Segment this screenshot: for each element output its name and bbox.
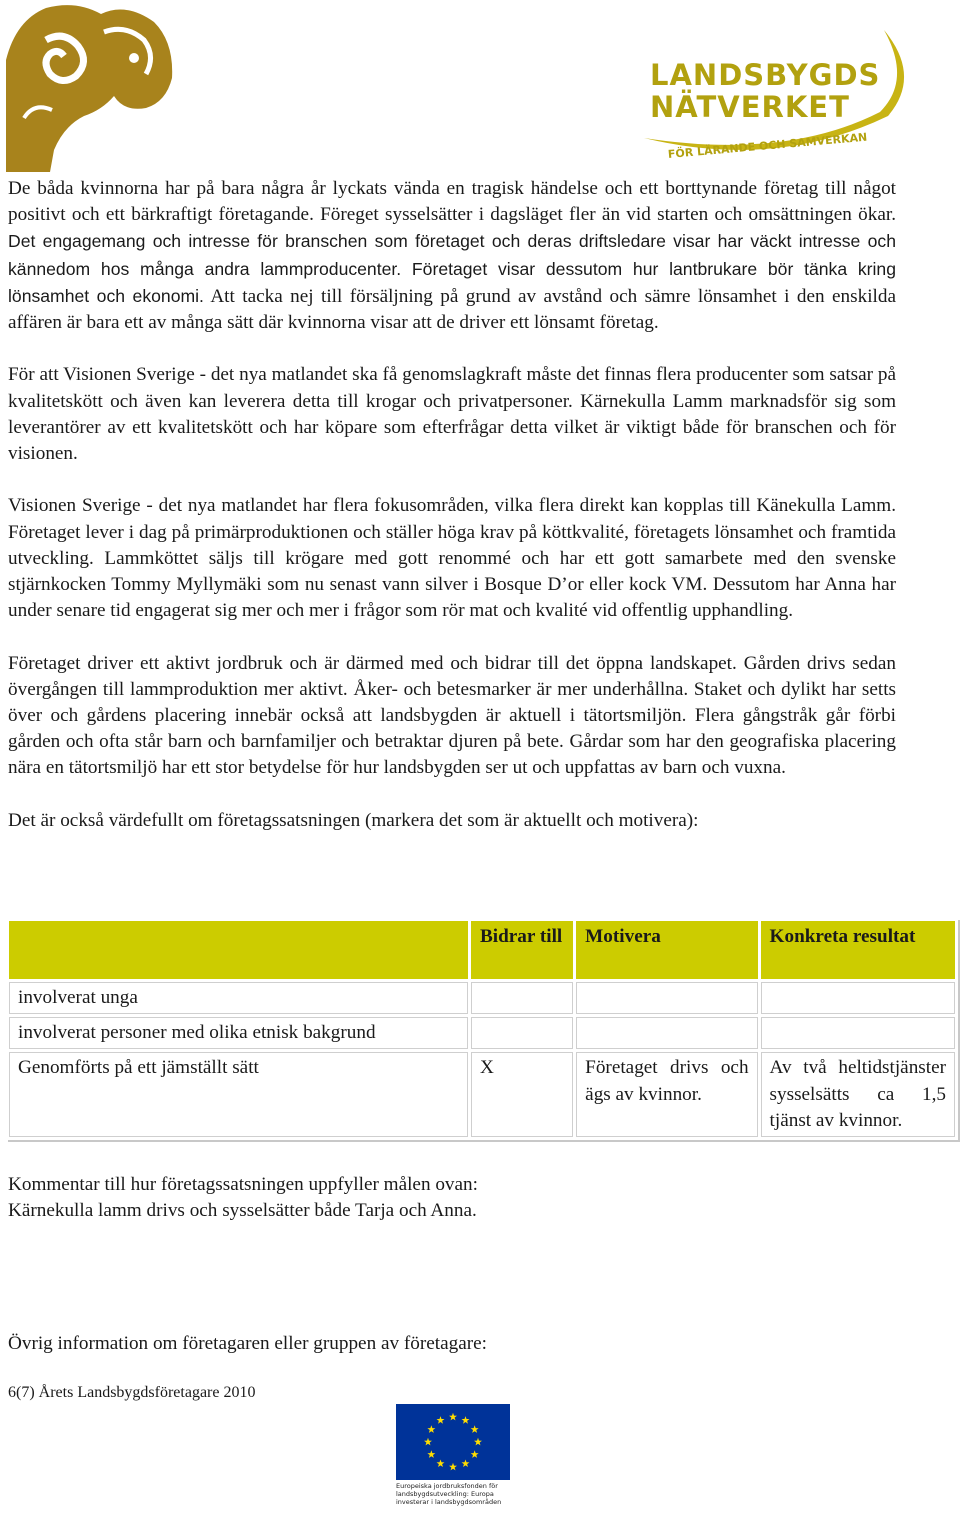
paragraph-1-serif: De båda kvinnorna har på bara några år lyckats vända en tragisk händelse och ett borttynande företag till något positivt och ett bärkraftigt företagande. Föreget sysselsätter i dagsläget fler än vid starten och omsättningen ökar. <box>8 178 896 226</box>
eu-star-icon <box>427 1450 435 1458</box>
logo-name-line2: NÄTVERKET <box>650 90 850 124</box>
comment-text: Kärnekulla lamm drivs och sysselsätter både Tarja och Anna. <box>8 1200 477 1222</box>
eu-star-icon <box>449 1413 457 1421</box>
paragraph-4: Företaget driver ett aktivt jordbruk och är därmed med och bidrar till det öppna landskapet. Gården drivs sedan övergången till lammproduktion mer aktivt. Åker- och betesmarker är mer underhållna. Staket och dylikt har setts över och gårdens placering innebär också att landsbygden är aktuell i tätortsmiljön. Flera gångstråk går förbi gården och ofta står barn och barnfamiljer och betraktar djuren på bete. Gårdar som har den geografiska placering nära en tätortsmiljö har ett stor betydelse för hur landsbygden ser ut och uppfattas av barn och vuxna. <box>8 652 896 779</box>
paragraph-1-tail: Att tacka nej till försäljning på grund av avstånd och sämre lönsamhet i den enskilda affären är bara ett av många sätt där kvinnorna visar att de driver ett lönsamt företag. <box>8 285 896 334</box>
table-cell: Företaget drivs och ägs av kvinnor. <box>576 1052 757 1137</box>
table-header-cell: Konkreta resultat <box>761 921 955 979</box>
table-cell <box>576 1017 757 1049</box>
eu-stars-icon <box>396 1404 510 1480</box>
table-row <box>9 982 955 1014</box>
other-info-label: Övrig information om företagaren eller gruppen av företagare: <box>8 1333 487 1354</box>
table-cell <box>471 1017 573 1049</box>
table-cell <box>761 1017 955 1049</box>
table-cell: Av två heltidstjänster sysselsätts ca 1,5 tjänst av kvinnor. <box>761 1052 955 1137</box>
eu-star-icon <box>424 1438 432 1446</box>
eu-logo <box>394 1402 514 1514</box>
table-cell: X <box>471 1052 573 1137</box>
table-header-row <box>9 921 955 979</box>
eu-caption <box>396 1482 514 1506</box>
criteria-table <box>6 918 958 1140</box>
table-cell: involverat unga <box>9 982 468 1014</box>
paragraph-5: Det är också värdefullt om företagssatsningen (markera det som är aktuellt och motivera): <box>8 809 699 831</box>
table-header-cell: Bidrar till <box>471 921 573 979</box>
eu-caption-line: investerar i landsbygdsområden <box>396 1498 502 1506</box>
eu-star-icon <box>471 1425 479 1433</box>
eu-caption-line: landsbygdsutveckling: Europa <box>396 1490 494 1498</box>
paragraph-1 <box>8 176 896 336</box>
table-cell <box>576 982 757 1014</box>
landsbygdsnatverket-logo <box>636 20 916 180</box>
eu-star-icon <box>437 1416 445 1424</box>
table-row <box>9 1017 955 1049</box>
table-header-cell <box>9 921 468 979</box>
table-header-cell: Motivera <box>576 921 757 979</box>
eu-flag <box>396 1404 510 1480</box>
eu-star-icon <box>449 1463 457 1471</box>
paragraph-1-sans: Det engagemang och intresse för branschen som företaget och deras driftsledare visar har väckt intresse och kännedom hos många andra lammproducenter. Företaget visar dessutom hur lantbrukare bör tänka kring lönsamhet och ekonomi. <box>8 231 896 306</box>
eu-star-icon <box>462 1416 470 1424</box>
eu-star-icon <box>427 1425 435 1433</box>
logo-tagline: FÖR LÄRANDE OCH SAMVERKAN <box>667 130 868 161</box>
table-cell: involverat personer med olika etnisk bakgrund <box>9 1017 468 1049</box>
table-cell <box>471 982 573 1014</box>
eu-star-icon <box>474 1438 482 1446</box>
comment-label: Kommentar till hur företagssatsningen uppfyller målen ovan: <box>8 1174 478 1195</box>
page-footer: 6(7) Årets Landsbygdsföretagare 2010 <box>8 1384 256 1401</box>
logo-name-line1: LANDSBYGDS <box>650 58 881 92</box>
eu-star-icon <box>437 1459 445 1467</box>
document-body <box>8 176 896 844</box>
paragraph-3: Visionen Sverige - det nya matlandet har flera fokusområden, vilka flera direkt kan kopplas till Känekulla Lamm. Företaget lever i dag på primärproduktionen och ställer höga krav på köttkvalité, företagets lönsamhet och framtida utveckling. Lammköttet säljs till krögare med gott renommé och har ett gott samarbete med den svenske stjärnkocken Tommy Myllymäki som nu senast vann silver i Bosque D’or eller kock VM. Dessutom har Anna har under senare tid engagerat sig mer och mer i frågor som rör mat och kvalité vid offentlig upphandling. <box>8 495 896 622</box>
table-row <box>9 1052 955 1137</box>
eu-star-icon <box>462 1459 470 1467</box>
ram-logo <box>6 0 176 172</box>
comment-section <box>8 1172 478 1224</box>
eu-star-icon <box>471 1450 479 1458</box>
table-cell <box>761 982 955 1014</box>
eu-caption-line: Europeiska jordbruksfonden för <box>396 1482 498 1490</box>
paragraph-2: För att Visionen Sverige - det nya matlandet ska få genomslagkraft måste det finnas flera producenter som satsar på kvalitetskött och även kan leverera detta till krogar och privatpersoner. Kärnekulla Lamm marknadsför sig som leverantörer av ett kvalitetskött och har köpare som efterfrågar detta vilket är viktigt både för branschen och för visionen. <box>8 364 896 465</box>
table-cell: Genomförts på ett jämställt sätt <box>9 1052 468 1137</box>
